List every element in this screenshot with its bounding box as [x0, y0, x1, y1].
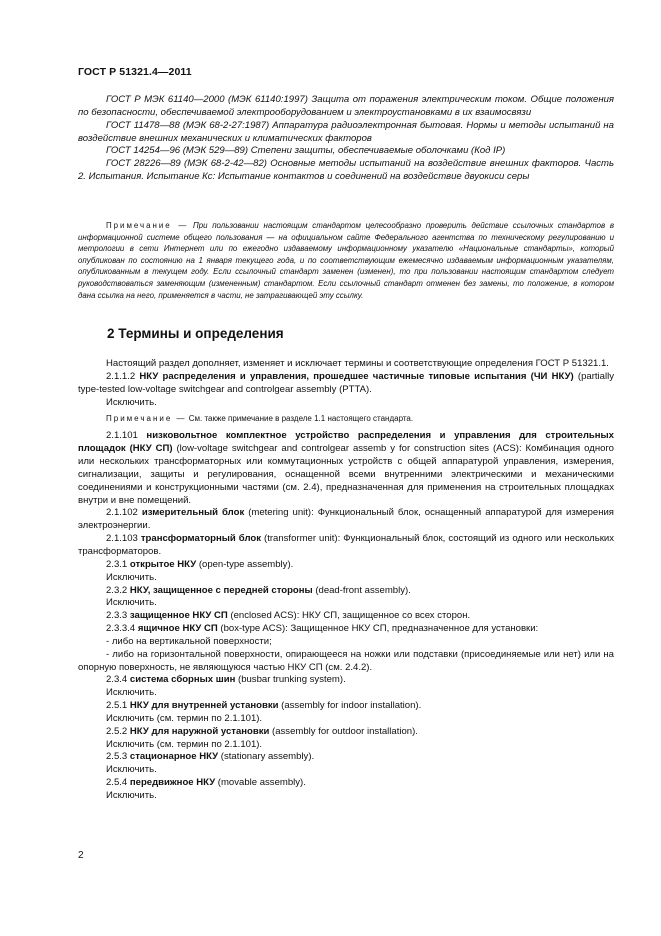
reference-item: ГОСТ 11478—88 (МЭК 68-2-27:1987) Аппаратура радиоэлектронная бытовая. Нормы и методы испытаний на воздействие внешних механических и климатических факторов	[78, 119, 614, 144]
term-2-1-101	[78, 430, 614, 507]
term-name: низковольтное комплектное устройство распределения и управления для строительных площадок (НКУ СП)	[78, 430, 614, 455]
term-exclusion: Исключить.	[106, 764, 157, 776]
term-number: 2.1.101	[106, 430, 147, 442]
term-2-5-3	[78, 751, 614, 764]
term-number: 2.3.2	[106, 584, 130, 596]
term-definition: (assembly for outdoor installation).	[269, 725, 418, 737]
term-name: защищенное НКУ СП	[129, 610, 228, 622]
note-label: Примечание —	[106, 221, 189, 230]
document-code-header: ГОСТ Р 51321.4—2011	[78, 66, 192, 78]
term-name: измерительный блок	[141, 507, 245, 519]
term-definition: (box-type ACS): Защищенное НКУ СП, предназначенное для установки:	[217, 623, 539, 635]
term-note	[78, 413, 614, 425]
term-number: 2.1.102	[106, 507, 142, 519]
term-2-3-4	[78, 674, 614, 687]
term-definition: (metering unit): Функциональный блок, оснащенный аппаратурой для измерения электроэнергии.	[78, 507, 614, 532]
term-2-3-3-4	[78, 623, 614, 636]
list-item: - либо на горизонтальной поверхности, опирающееся на ножки или подставки (присоединяемые или нет) или на опорную поверхность, не являющуюся частью НКУ СП (см. 2.4.2).	[78, 648, 614, 673]
normative-references	[78, 94, 614, 184]
term-number: 2.5.4	[106, 777, 130, 789]
term-2-3-2	[78, 585, 614, 598]
term-2-3-3	[78, 610, 614, 623]
term-definition: (busbar trunking system).	[235, 674, 346, 686]
term-exclusion: Исключить (см. термин по 2.1.101).	[106, 738, 263, 750]
term-number: 2.3.4	[106, 674, 130, 686]
term-number: 2.3.3.4	[106, 623, 138, 635]
term-exclusion: Исключить.	[106, 396, 157, 408]
term-name: НКУ для внутренней установки	[129, 700, 279, 712]
note-label: Примечание —	[106, 414, 187, 424]
term-2-1-102	[78, 507, 614, 533]
term-number: 2.5.3	[106, 751, 130, 763]
term-2-1-1-2	[78, 371, 614, 397]
term-2-5-4	[78, 777, 614, 790]
term-exclusion: Исключить.	[106, 597, 157, 609]
term-exclusion: Исключить.	[106, 571, 157, 583]
term-name: трансформаторный блок	[140, 533, 262, 545]
term-definition: (stationary assembly).	[218, 751, 315, 763]
list-item: - либо на вертикальной поверхности;	[106, 635, 272, 647]
term-exclusion: Исключить.	[106, 687, 157, 699]
references-note	[78, 220, 614, 301]
term-definition: (enclosed ACS): НКУ СП, защищенное со всех сторон.	[227, 610, 471, 622]
term-exclusion: Исключить (см. термин по 2.1.101).	[106, 712, 263, 724]
term-name: стационарное НКУ	[129, 751, 219, 763]
term-name: НКУ, защищенное с передней стороны	[129, 584, 313, 596]
term-number: 2.1.103	[106, 533, 141, 545]
term-name: открытое НКУ	[129, 558, 197, 570]
note-text: При пользовании настоящим стандартом целесообразно проверить действие ссылочных стандартов в информационной системе общего пользования — на официальном сайте Федерального агентства по техническому регулированию и метрологии в сети Интернет или по ежегодно издаваемому информационному указателю «Национальные стандарты», который опубликован по состоянию на 1 января текущего года, и по соответствующим ежемесячно издаваемым информационным указателям, опубликованным в текущем году. Если ссылочный стандарт заменен (изменен), то при пользовании настоящим стандартом следует руководствоваться заменяющим (измененным) стандартом. Если ссылочный стандарт отменен без замены, то положение, в котором дана ссылка на него, применяется в части, не затрагивающей эту ссылку.	[78, 221, 614, 300]
section-intro: Настоящий раздел дополняет, изменяет и исключает термины и соответствующие определения ГОСТ Р 51321.1.	[106, 358, 609, 369]
term-definition: (dead-front assembly).	[312, 584, 411, 596]
term-2-1-103	[78, 533, 614, 559]
term-2-3-1	[78, 559, 614, 572]
term-number: 2.1.1.2	[106, 370, 140, 382]
term-number: 2.5.1	[106, 700, 130, 712]
term-name: НКУ распределения и управления, прошедшее частичные типовые испытания (ЧИ НКУ)	[139, 370, 574, 382]
term-definition: (open-type assembly).	[196, 558, 294, 570]
reference-item: ГОСТ 14254—96 (МЭК 529—89) Степени защиты, обеспечиваемые оболочками (Код IP)	[106, 145, 506, 157]
term-definition: (movable assembly).	[215, 777, 306, 789]
term-number: 2.3.1	[106, 558, 130, 570]
term-number: 2.3.3	[106, 610, 130, 622]
reference-item: ГОСТ 28226—89 (МЭК 68-2-42—82) Основные методы испытаний на воздействие внешних факторов. Часть 2. Испытания. Испытание Кс: Испытание контактов и соединений на воздействие двуокиси серы	[78, 158, 614, 183]
term-name: передвижное НКУ	[129, 777, 216, 789]
term-name: система сборных шин	[129, 674, 236, 686]
reference-item: ГОСТ Р МЭК 61140—2000 (МЭК 61140:1997) Защита от поражения электрическим током. Общие положения по безопасности, обеспечиваемой электрооборудованием и электроустановками в их взаимосвязи	[78, 94, 614, 118]
term-2-5-2	[78, 726, 614, 739]
term-number: 2.5.2	[106, 725, 130, 737]
term-definition: (assembly for indoor installation).	[278, 700, 422, 712]
term-definition: (low-voltage switchgear and controlgear assemb y for construction sites (ACS): Комбинация одного или нескольких трансформаторных или коммутационных устройств с общей аппаратурой управления, измерения, сигнализации, защиты и регулирования, оснащенной всеми внутренними электрическими и механическими соединениями и конструкционными частями (см. 2.4), предназначенная для применения на строительных площадках внутри и вне помещений.	[78, 443, 614, 506]
term-name: ящичное НКУ СП	[137, 623, 218, 635]
section-heading: 2 Термины и определения	[107, 326, 284, 341]
terms-section	[78, 358, 614, 803]
page-number: 2	[78, 850, 84, 861]
term-definition: (transformer unit): Функциональный блок, состоящий из одного или нескольких трансформаторов.	[78, 533, 614, 557]
term-exclusion: Исключить.	[106, 790, 157, 801]
note-text: См. также примечание в разделе 1.1 настоящего стандарта.	[186, 414, 414, 424]
term-definition: (partially type-tested low-voltage switchgear and controlgear assembly (PTTA).	[78, 370, 614, 395]
term-name: НКУ для наружной установки	[129, 725, 270, 737]
term-2-5-1	[78, 700, 614, 713]
